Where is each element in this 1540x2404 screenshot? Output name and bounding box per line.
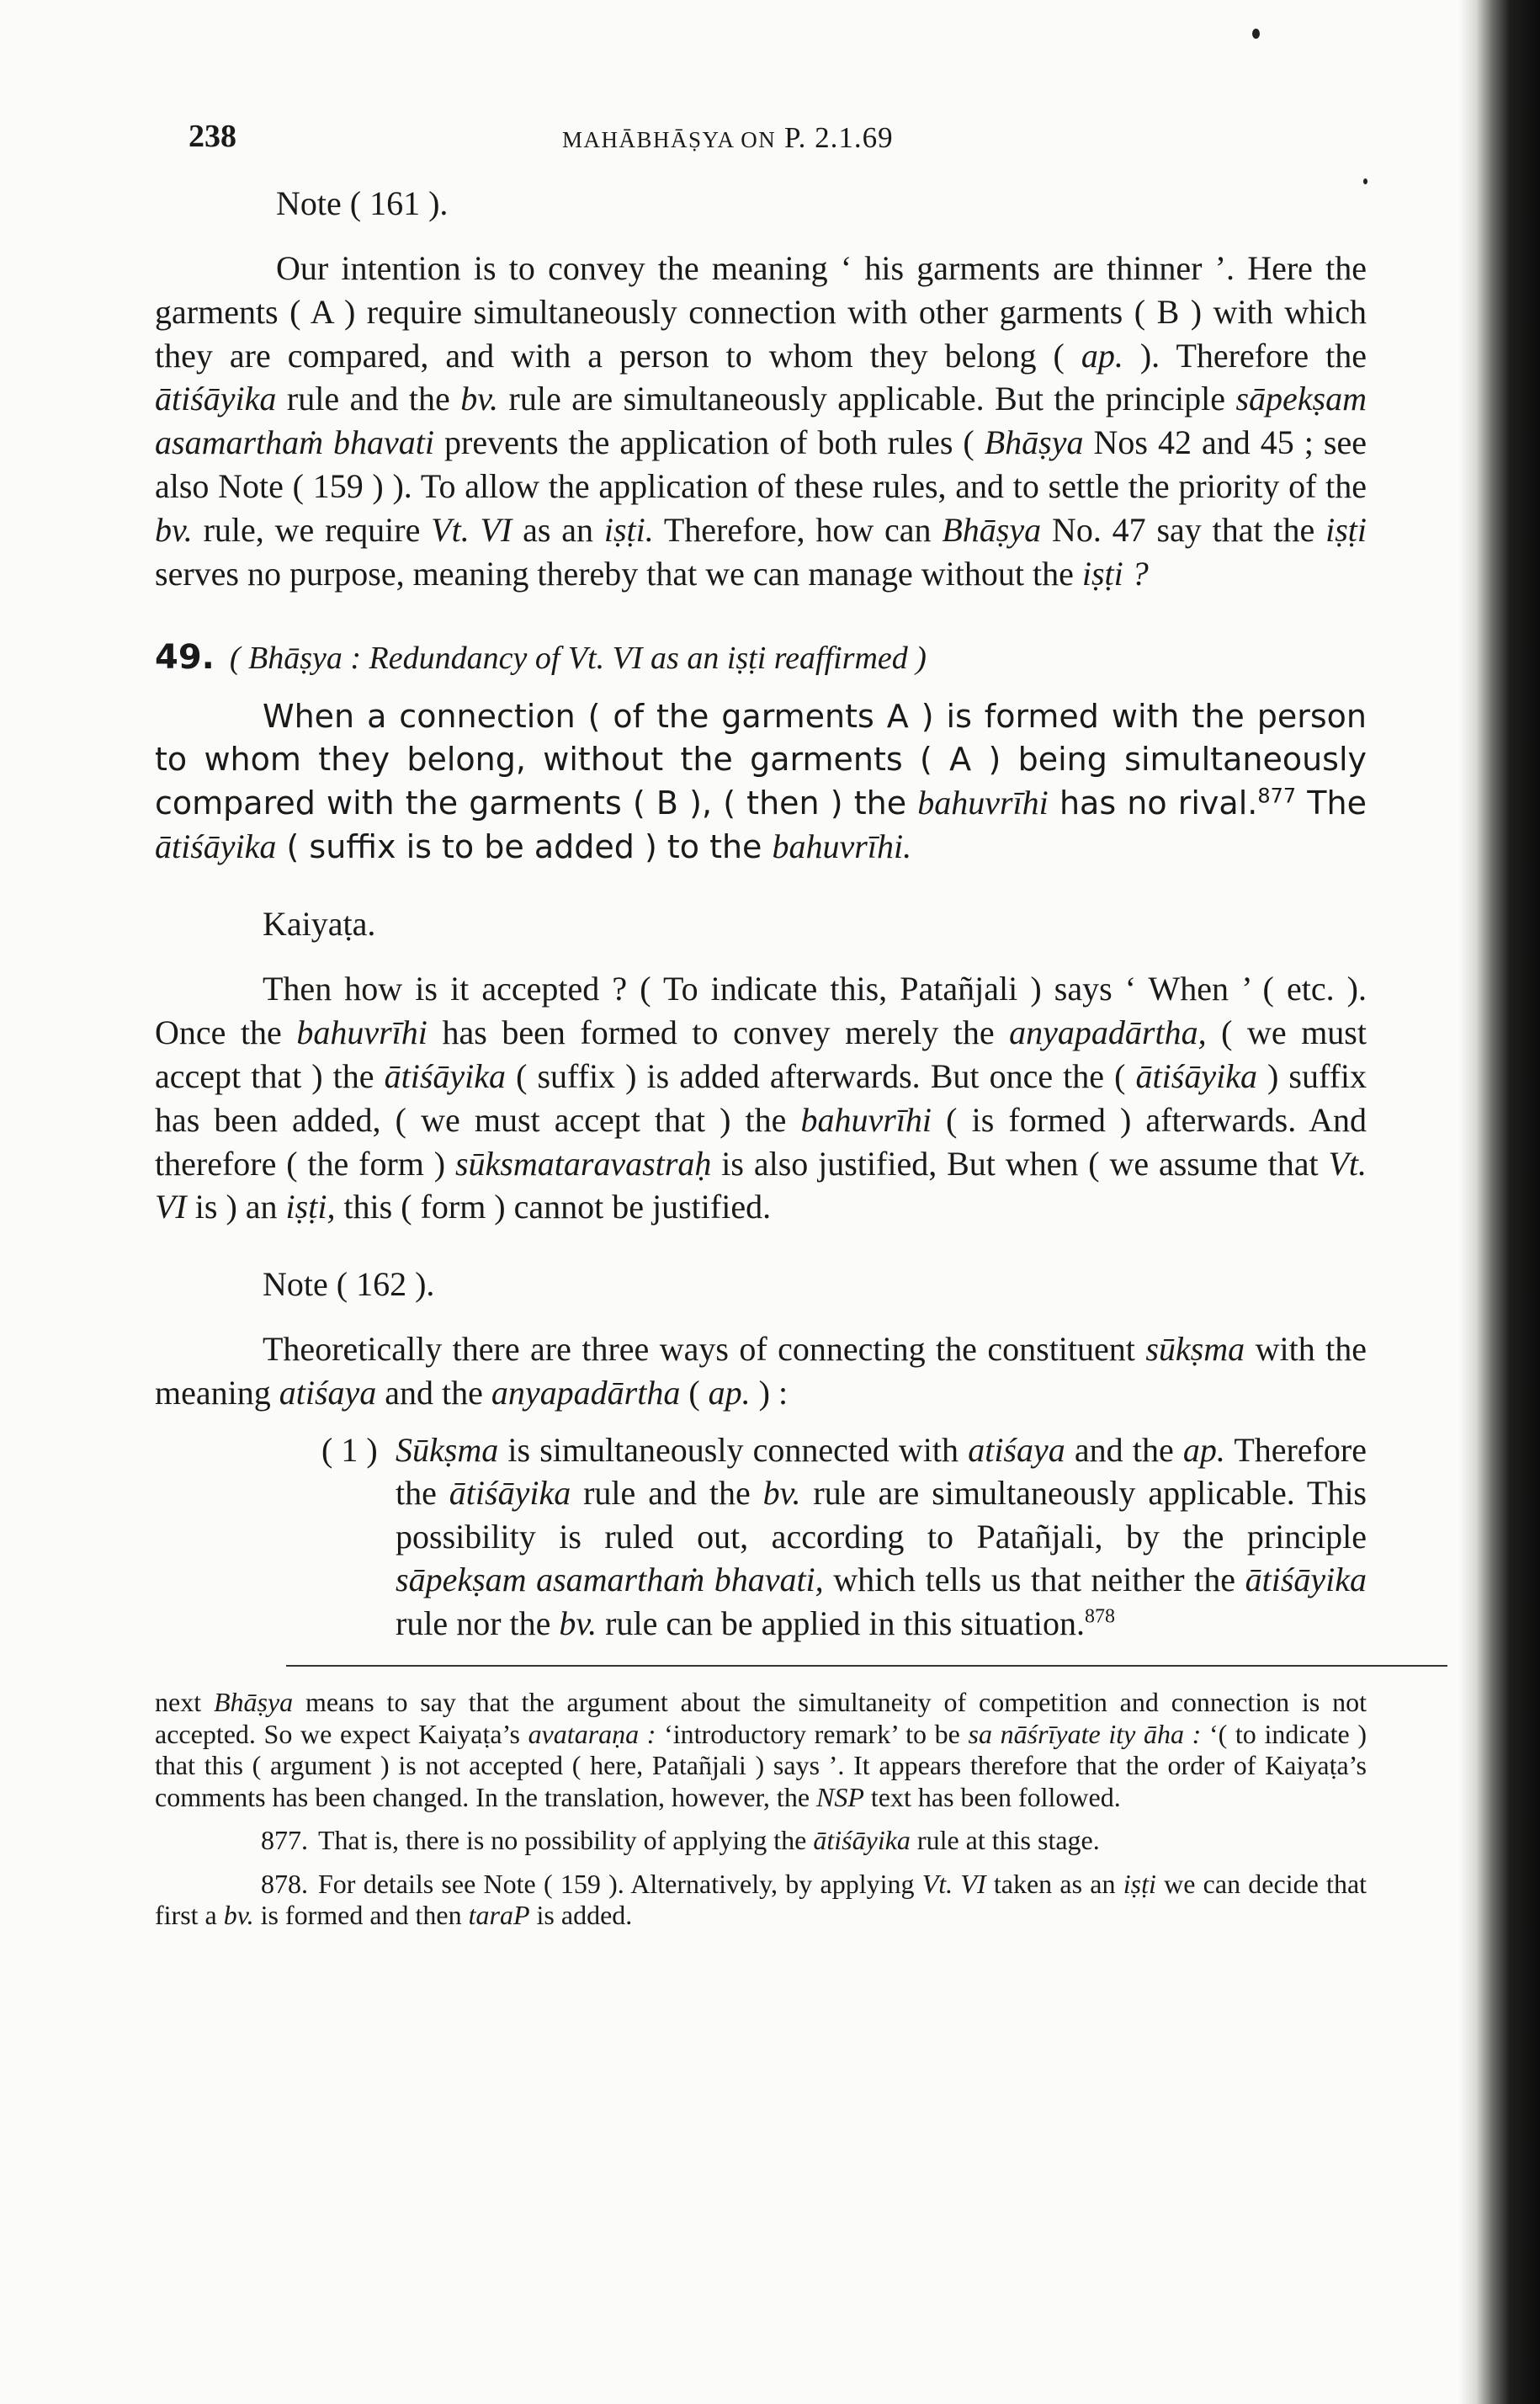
note-162-paragraph: Theoretically there are three ways of connecting the constituent sūkṣma with the meaning atiśaya and the anyapadārtha ( ap. ) : [155,1330,1367,1412]
footnote-ref-878: 878 [1085,1605,1116,1628]
list-item-1: ( 1 ) Sūkṣma is simultaneously connected with atiśaya and the ap. Therefore the ātiśāyika rule and the bv. rule are simultaneously applicable. This possibility is ruled out, according to Patañjali, by the principle sāpekṣam asamarthaṁ bhavati, which tells us that neither the ātiśāyika rule nor the bv. rule can be applied in this situation.$^{878}$ [396,1428,1367,1646]
footnote-continuation: next Bhāṣya means to say that the argument about the simultaneity of competition and connection is not accepted. So we expect Kaiyaṭa’s avataraṇa : ‘introductory remark’ to be sa nāśrīyate ity āha : ‘( to indicate ) that this ( argument ) is not accepted ( here, Patañjali ) says ’. It appears therefore that the order of Kaiyaṭa’s comments has been changed. In the translation, however, the NSP text has been followed. [155,1687,1367,1812]
footnote-877: 877. That is, there is no possibility of applying the ātiśāyika rule at this stage. [261,1825,1100,1856]
page-number: 238 [189,119,236,154]
section-49-heading [155,637,1367,677]
list-item-number: ( 1 ) [321,1430,378,1469]
note-162-label: Note ( 162 ). [263,1265,435,1304]
footnote-separator [286,1665,1447,1667]
section-title: ( Bhāṣya : Redundancy of Vt. VI as an iṣṭi reaffirmed ) [229,641,927,677]
note-161-paragraph: Our intention is to convey the meaning ‘ his garments are thinner ’. Here the garments ( A ) require simultaneously connection with other garments ( B ) with which they are compared, and with a person to whom they belong ( ap. ). Therefore the ātiśāyika rule and the bv. rule are simultaneously applicable. But the principle sāpekṣam asamarthaṁ bhavati prevents the application of both rules ( Bhāṣya Nos 42 and 45 ; see also Note ( 159 ) ). To allow the application of these rules, and to settle the priority of the bv. rule, we require Vt. VI as an iṣṭi. Therefore, how can Bhāṣya No. 47 say that the iṣṭi serves no purpose, meaning thereby that we can manage without the iṣṭi ? [155,249,1367,593]
running-head-title: MAHĀBHĀṢYA ON [562,127,777,152]
scan-page-edge-shadow [1459,0,1540,2404]
footnote-878: 878. For details see Note ( 159 ). Alternatively, by applying Vt. VI taken as an iṣṭi we can decide that first a bv. is formed and then taraP is added. [155,1868,1367,1931]
section-49-translation: When a connection ( of the garments A ) is formed with the person to whom they belong, without the garments ( A ) being simultaneously compared with the garments ( B ), ( then ) the bahuvrīhi has no rival.$^{877}$ The ātiśāyika ( suffix is to be added ) to the bahuvrīhi. [155,698,1367,866]
kaiyata-paragraph: Then how is it accepted ? ( To indicate this, Patañjali ) says ‘ When ’ ( etc. ). Once the bahuvrīhi has been formed to convey merely the anyapadārtha, ( we must accept that ) the ātiśāyika ( suffix ) is added afterwards. But once the ( ātiśāyika ) suffix has been added, ( we must accept that ) the bahuvrīhi ( is formed ) afterwards. And therefore ( the form ) sūksmataravastraḥ is also justified, But when ( we assume that Vt. VI is ) an iṣṭi, this ( form ) cannot be justified. [155,970,1367,1226]
note-161-label: Note ( 161 ). [276,184,449,222]
page-header [155,109,1367,160]
kaiyata-label: Kaiyaṭa. [263,905,376,944]
section-number: 49. [155,638,215,678]
page-content [155,109,1367,1932]
footnote-ref-877: 877 [1257,784,1297,808]
scan-speck [1252,29,1260,39]
running-head-reference: P. 2.1.69 [776,121,894,154]
running-head [562,121,894,155]
